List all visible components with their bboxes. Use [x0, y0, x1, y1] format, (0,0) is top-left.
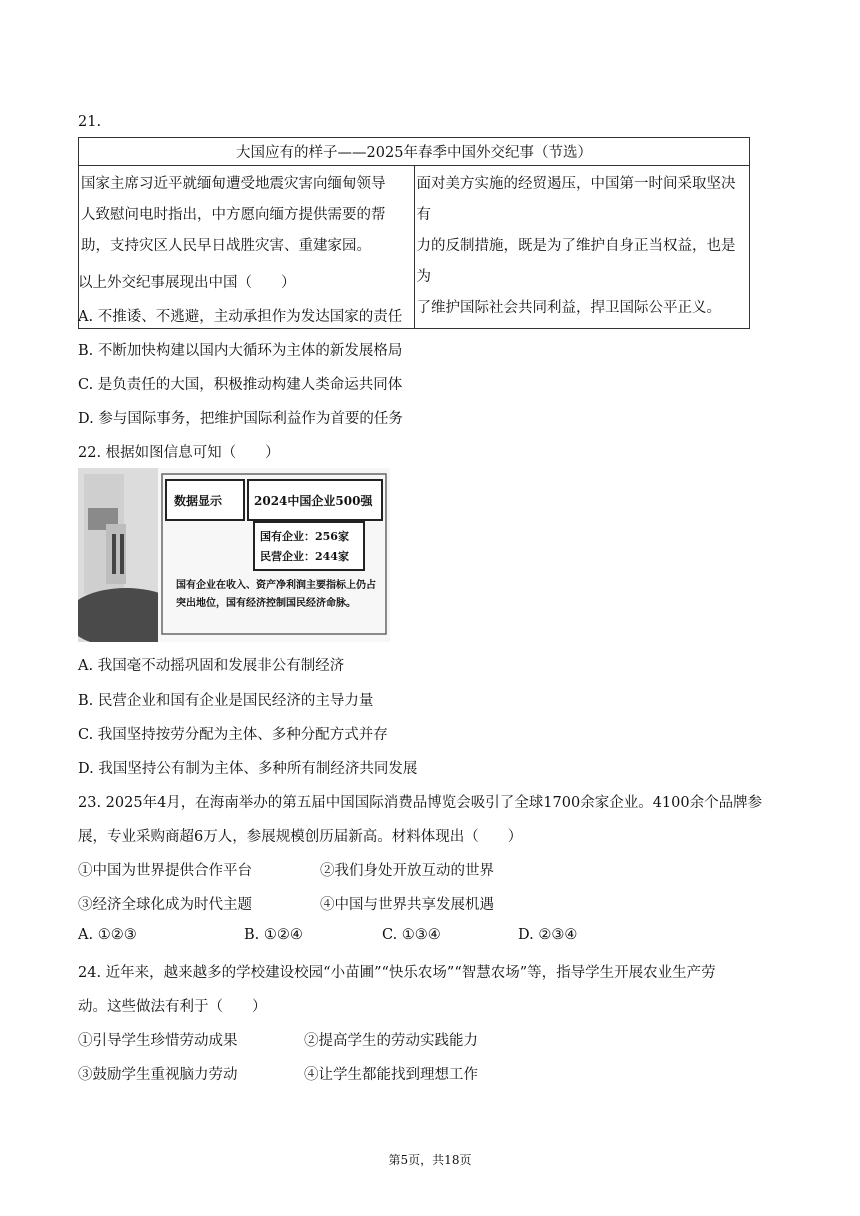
figure-label-title: 2024中国企业500强	[254, 494, 373, 508]
question-24-item-4: ④让学生都能找到理想工作	[304, 1067, 478, 1083]
question-23-item-4: ④中国与世界共享发展机遇	[320, 897, 494, 913]
question-23-choice-d: D. ②③④	[518, 927, 578, 943]
question-22-option-c: C. 我国坚持按劳分配为主体、多种分配方式并存	[78, 727, 388, 743]
table-cell-left: 国家主席习近平就缅甸遭受地震灾害向缅甸领导 人致慰问电时指出，中方愿向缅方提供需要的帮 助，支持灾区人民早日战胜灾害、重建家园。	[79, 166, 415, 329]
question-23-stem-line-2: 展，专业采购商超6万人，参展规模创历届新高。材料体现出（ ）	[78, 829, 523, 845]
question-21-number: 21.	[78, 114, 102, 130]
table-title: 大国应有的样子——2025年春季中国外交纪事（节选）	[79, 138, 750, 166]
question-22-option-b: B. 民营企业和国有企业是国民经济的主导力量	[78, 693, 374, 709]
question-22-stem: 22. 根据如图信息可知（ ）	[78, 445, 280, 461]
question-21-option-d: D. 参与国际事务，把维护国际利益作为首要的任务	[78, 411, 403, 427]
figure-caption-2: 突出地位，国有经济控制国民经济命脉。	[176, 598, 356, 609]
figure-private: 民营企业：244家	[260, 550, 349, 563]
figure-caption-1: 国有企业在收入、资产净利润主要指标上仍占	[176, 580, 376, 591]
question-23-choice-b: B. ①②④	[244, 927, 303, 943]
question-23-item-3: ③经济全球化成为时代主题	[78, 897, 252, 913]
question-21-option-a: A. 不推诿、不逃避，主动承担作为发达国家的责任	[78, 309, 403, 325]
question-23-item-2: ②我们身处开放互动的世界	[320, 863, 494, 879]
question-23-choice-a: A. ①②③	[78, 927, 137, 943]
question-24-item-2: ②提高学生的劳动实践能力	[304, 1033, 478, 1049]
table-cell-right: 面对美方实施的经贸遏压，中国第一时间采取坚决有 力的反制措施，既是为了维护自身正当权益，也是为 了维护国际社会共同利益，捍卫国际公平正义。	[414, 166, 750, 329]
question-24-item-3: ③鼓励学生重视脑力劳动	[78, 1067, 238, 1083]
question-21-option-c: C. 是负责任的大国，积极推动构建人类命运共同体	[78, 377, 403, 393]
question-23-choice-c: C. ①③④	[382, 927, 441, 943]
question-24-stem-line-2: 动。这些做法有利于（ ）	[78, 999, 267, 1015]
question-21-stem: 以上外交纪事展现出中国（ ）	[78, 275, 296, 291]
enterprise-500-figure	[78, 468, 390, 642]
question-24-item-1: ①引导学生珍惜劳动成果	[78, 1033, 238, 1049]
question-22-option-d: D. 我国坚持公有制为主体、多种所有制经济共同发展	[78, 761, 418, 777]
question-22-option-a: A. 我国毫不动摇巩固和发展非公有制经济	[78, 658, 345, 674]
page-footer: 第5页，共18页	[388, 1153, 472, 1167]
figure-label-data: 数据显示	[174, 494, 223, 508]
diplomacy-table	[78, 137, 750, 329]
question-23-stem-line-1: 23. 2025年4月，在海南举办的第五届中国国际消费品博览会吸引了全球1700余家企业。4100余个品牌参	[78, 795, 763, 811]
question-21-option-b: B. 不断加快构建以国内大循环为主体的新发展格局	[78, 343, 403, 359]
question-24-stem-line-1: 24. 近年来，越来越多的学校建设校园“小苗圃”“快乐农场”“智慧农场”等，指导学生开展农业生产劳	[78, 965, 716, 981]
question-23-item-1: ①中国为世界提供合作平台	[78, 863, 252, 879]
figure-state-owned: 国有企业：256家	[260, 530, 349, 543]
